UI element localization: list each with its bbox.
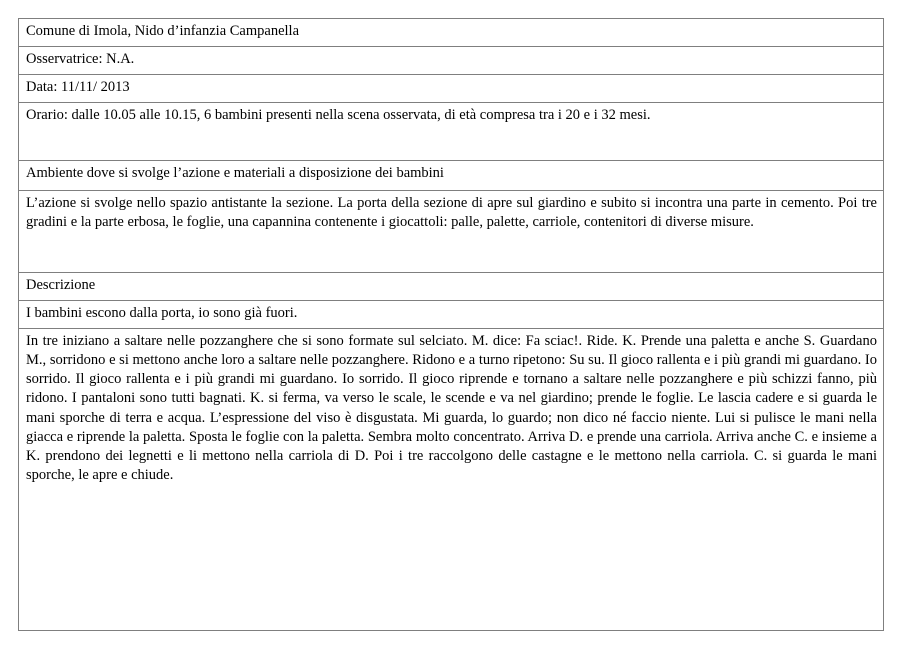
- table-row: [19, 161, 884, 191]
- table-row: [19, 273, 884, 301]
- description-intro-cell: I bambini escono dalla porta, io sono già fuori.: [19, 301, 884, 329]
- description-heading-cell: Descrizione: [19, 273, 884, 301]
- table-row: [19, 47, 884, 75]
- date-cell: Data: 11/11/ 2013: [19, 75, 884, 103]
- table-row: [19, 103, 884, 161]
- observer-cell: Osservatrice: N.A.: [19, 47, 884, 75]
- environment-paragraph: L’azione si svolge nello spazio antistante la sezione. La porta della sezione di apre sul giardino e subito si incontra una parte in cemento. Poi tre gradini e la parte erbosa, le foglie, una capannina contenente i giocattoli: palle, palette, carriole, contenitori di diverse misure.: [26, 195, 877, 231]
- table-row: [19, 191, 884, 273]
- table-row: [19, 329, 884, 631]
- table-row: [19, 75, 884, 103]
- observation-record-table: [18, 18, 884, 631]
- description-paragraph: In tre iniziano a saltare nelle pozzanghere che si sono formate sul selciato. M. dice: Fa sciac!. Ride. K. Prende una paletta e anche S. Guardano M., sorridono e si mettono anche loro a saltare nelle pozzanghere. Ridono e a turno ripetono: Su su. Il gioco rallenta e i più grandi mi guardano. Io sorrido. Il gioco rallenta e i più grandi mi guardano. Io sorrido. Il gioco riprende e tornano a saltare nelle pozzanghere e più schizzi fanno, più ridono. I pantaloni sono tutti bagnati. K. si ferma, va verso le scale, le scende e va nel giardino; prende le foglie. Le lascia cadere e si guarda le mani sporche di terra e acqua. L’espressione del viso è disgustata. Mi guarda, lo guardo; non dico né faccio niente. Lui si pulisce le mani nella giacca e riprende la paletta. Sposta le foglie con la paletta. Sembra molto concentrato. Arriva D. e prende una carriola. Arriva anche C. e insieme a K. prendono dei legnetti e li mettono nella carriola di D. Poi i tre raccolgono delle castagne e le mettono nella carriola. C. si guarda le mani sporche, le apre e chiude.: [26, 333, 877, 483]
- environment-text-cell: [19, 191, 884, 273]
- description-body-cell: [19, 329, 884, 631]
- table-row: [19, 301, 884, 329]
- table-row: [19, 19, 884, 47]
- institution-cell: Comune di Imola, Nido d’infanzia Campanella: [19, 19, 884, 47]
- time-and-participants-cell: Orario: dalle 10.05 alle 10.15, 6 bambini presenti nella scena osservata, di età compresa tra i 20 e i 32 mesi.: [19, 103, 884, 161]
- environment-heading-cell: Ambiente dove si svolge l’azione e materiali a disposizione dei bambini: [19, 161, 884, 191]
